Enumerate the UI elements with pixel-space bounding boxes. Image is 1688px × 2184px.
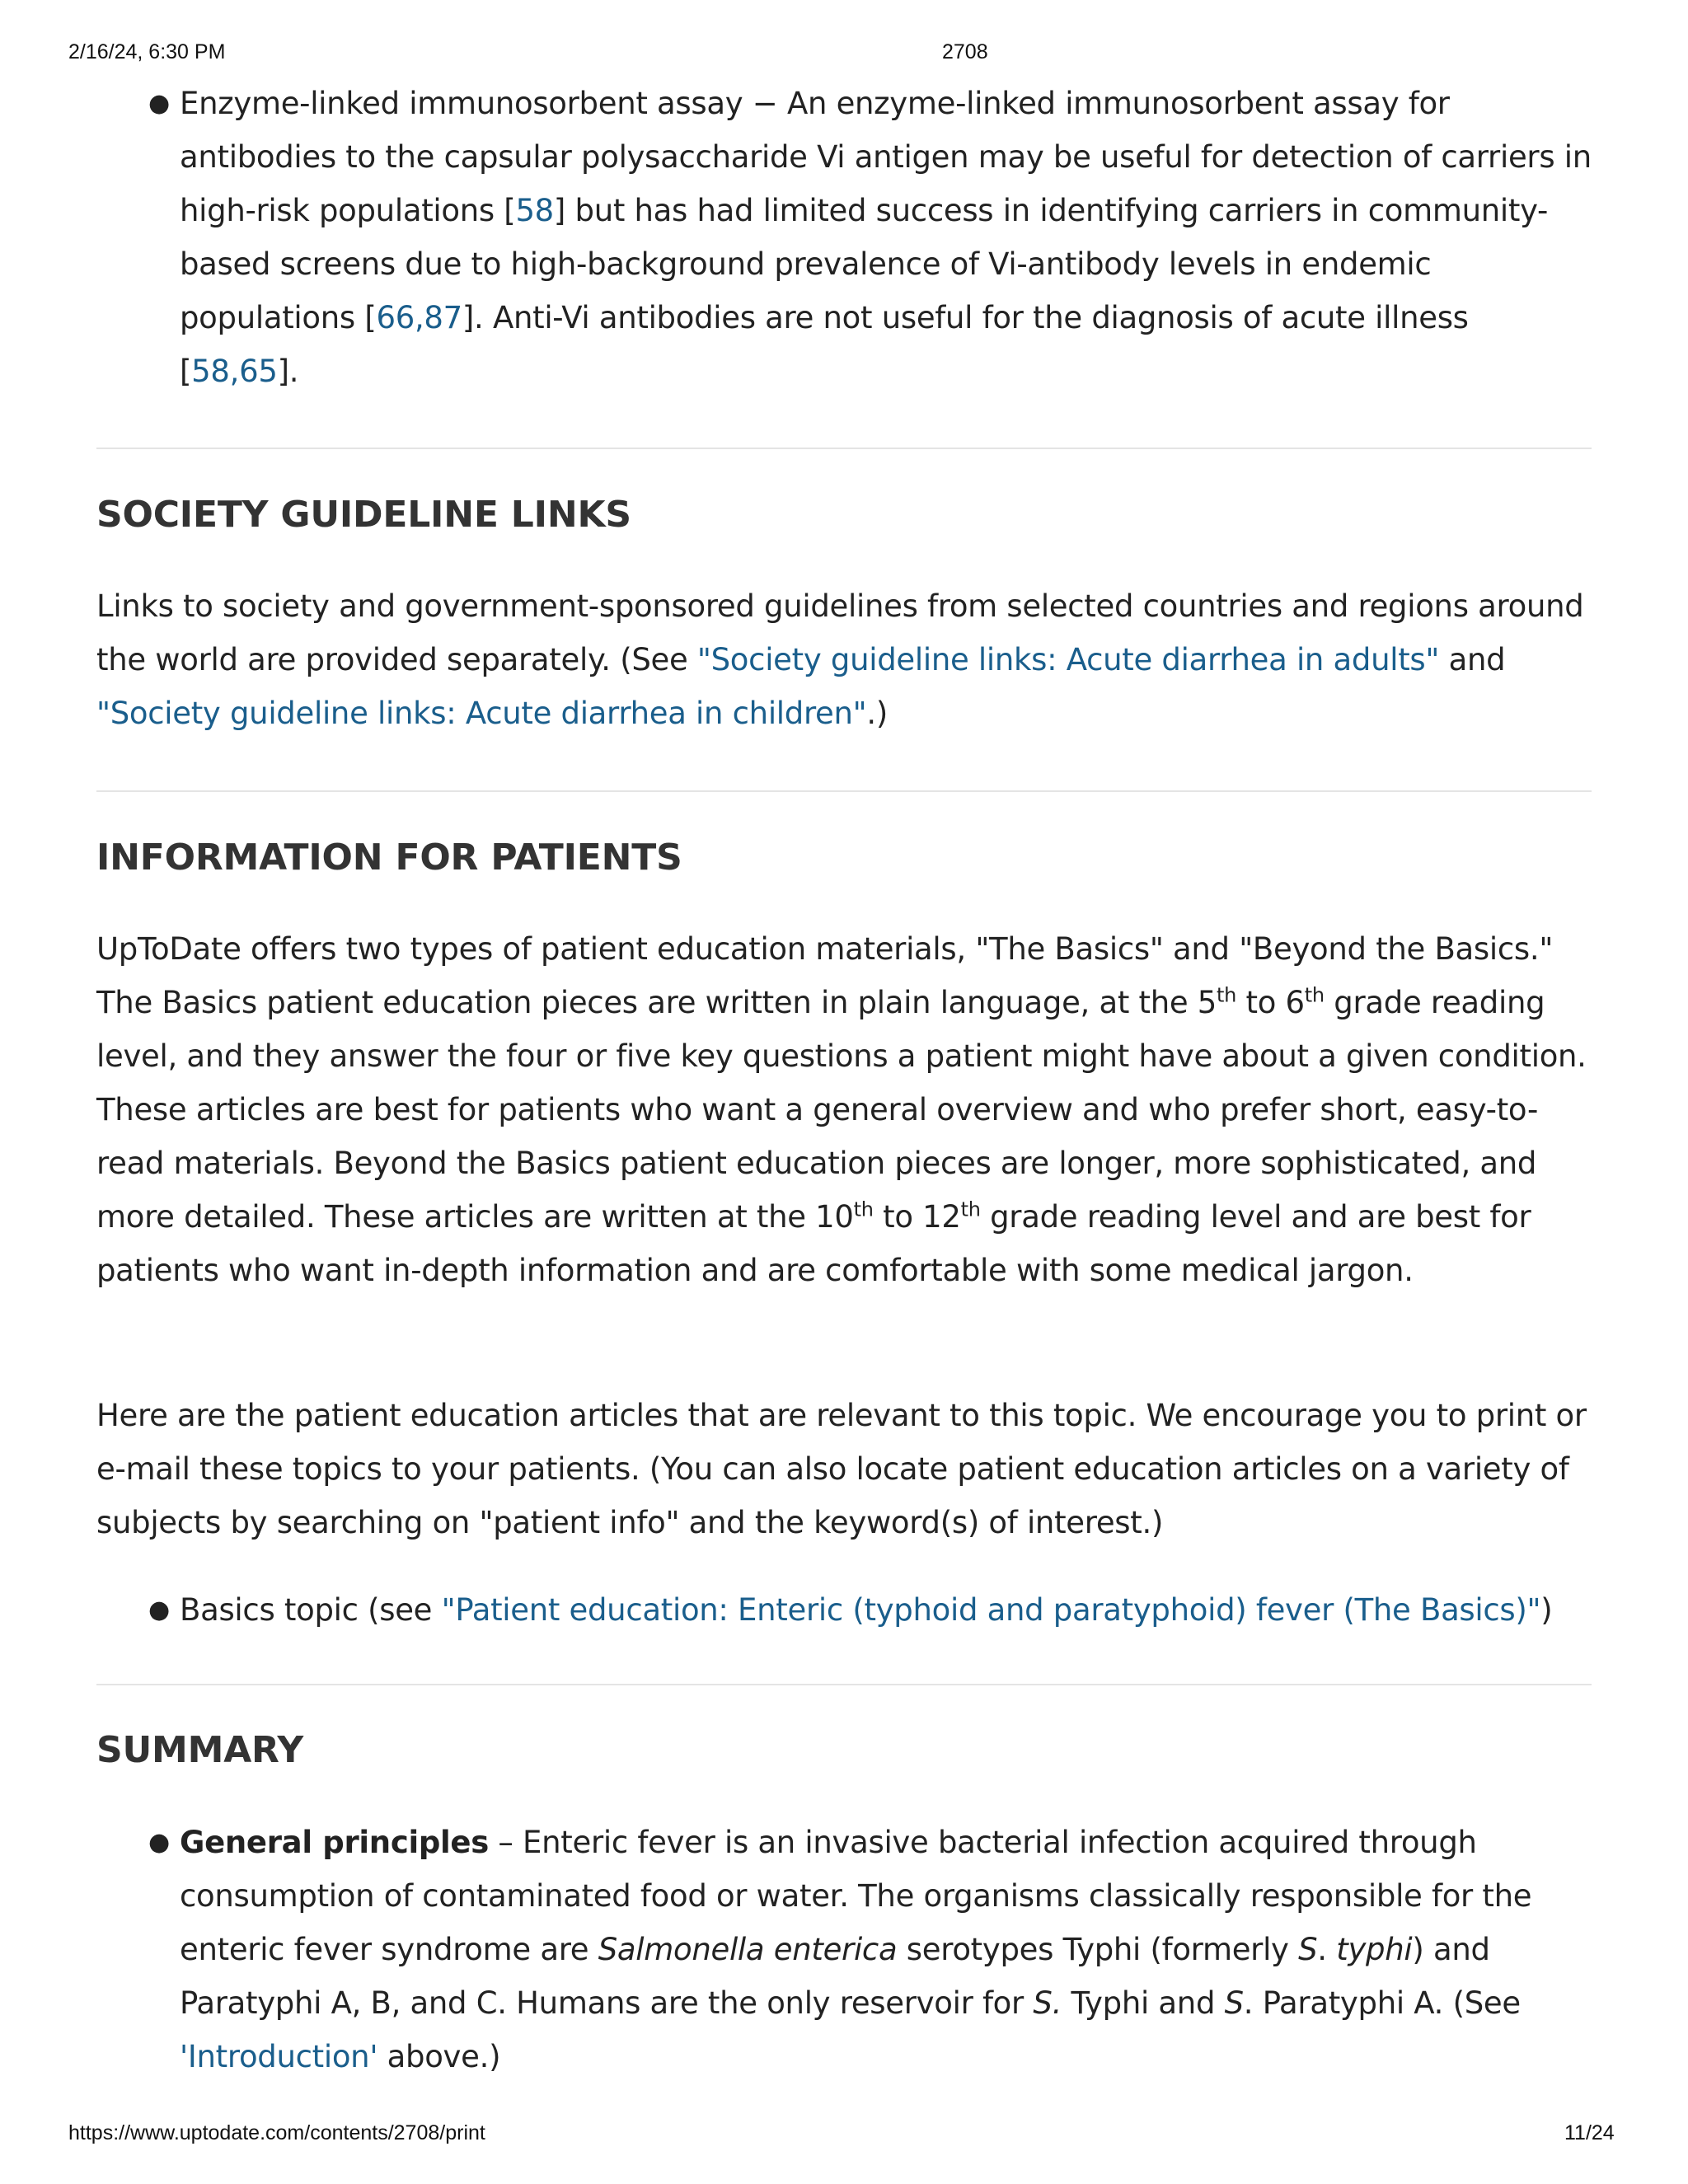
print-url: https://www.uptodate.com/contents/2708/print — [68, 2121, 485, 2144]
reference-link[interactable]: 58 — [515, 193, 554, 228]
reference-link[interactable]: 66,87 — [376, 300, 462, 335]
bullet-icon: ● — [148, 1596, 170, 1624]
list-item: ● Enzyme-linked immunosorbent assay − An enzyme-linked immunosorbent assay for antibodies to the capsular polysaccharide Vi antigen may be useful for detection of carriers in high-risk populations [58] but has had limited success in identifying carriers in community-based screens due to high-background prevalence of Vi-antibody levels in endemic populations [66,87]. Anti-Vi antibodies are not useful for the diagnosis of acute illness [58,65]. — [96, 77, 1592, 398]
section-heading: SUMMARY — [96, 1729, 303, 1771]
patients-list — [96, 1583, 1592, 1637]
page-number: 11/24 — [1564, 2121, 1615, 2144]
patient-education-link[interactable]: "Patient education: Enteric (typhoid and paratyphoid) fever (The Basics)" — [441, 1592, 1541, 1628]
summary-list — [96, 1816, 1592, 2083]
bullet-icon: ● — [148, 89, 170, 118]
patients-paragraph-2: Here are the patient education articles that are relevant to this topic. We encourage you to print or e-mail these topics to your patients. (You can also locate patient education articles on a variety of subjects by searching on "patient info" and the keyword(s) of interest.) — [96, 1398, 1587, 1540]
section-heading: SOCIETY GUIDELINE LINKS — [96, 494, 631, 536]
print-datetime: 2/16/24, 6:30 PM — [68, 40, 226, 63]
section-divider — [96, 1684, 1592, 1685]
section-divider — [96, 448, 1592, 449]
bullet-icon: ● — [148, 1828, 170, 1857]
guideline-link-children[interactable]: "Society guideline links: Acute diarrhea in children" — [96, 696, 867, 731]
society-paragraph: Links to society and government-sponsored guidelines from selected countries and regions around the world are provided separately. (See "Society guideline links: Acute diarrhea in adults" and "Society guideline links: Acute diarrhea in children".) — [96, 588, 1584, 731]
elisa-list — [96, 77, 1592, 398]
print-doc-id: 2708 — [942, 40, 988, 63]
introduction-link[interactable]: 'Introduction' — [180, 2039, 378, 2074]
section-divider — [96, 790, 1592, 792]
list-item: ● Basics topic (see "Patient education: Enteric (typhoid and paratyphoid) fever (The Basics)") — [96, 1583, 1592, 1637]
patients-paragraph-1: UpToDate offers two types of patient education materials, "The Basics" and "Beyond the Basics." The Basics patient education pieces are written in plain language, at the 5th to 6th grade reading level, and they answer the four or five key questions a patient might have about a given condition. These articles are best for patients who want a general overview and who prefer short, easy-to-read materials. Beyond the Basics patient education pieces are longer, more sophisticated, and more detailed. These articles are written at the 10th to 12th grade reading level and are best for patients who want in-depth information and are comfortable with some medical jargon. — [96, 931, 1587, 1288]
list-item: ● General principles – Enteric fever is an invasive bacterial infection acquired through consumption of contaminated food or water. The organisms classically responsible for the enteric fever syndrome are Salmonella enterica serotypes Typhi (formerly S. typhi) and Paratyphi A, B, and C. Humans are the only reservoir for S. Typhi and S. Paratyphi A. (See 'Introduction' above.) — [96, 1816, 1592, 2083]
reference-link[interactable]: 58,65 — [191, 354, 278, 389]
section-heading: INFORMATION FOR PATIENTS — [96, 837, 682, 879]
guideline-link-adults[interactable]: "Society guideline links: Acute diarrhea in adults" — [696, 642, 1440, 677]
